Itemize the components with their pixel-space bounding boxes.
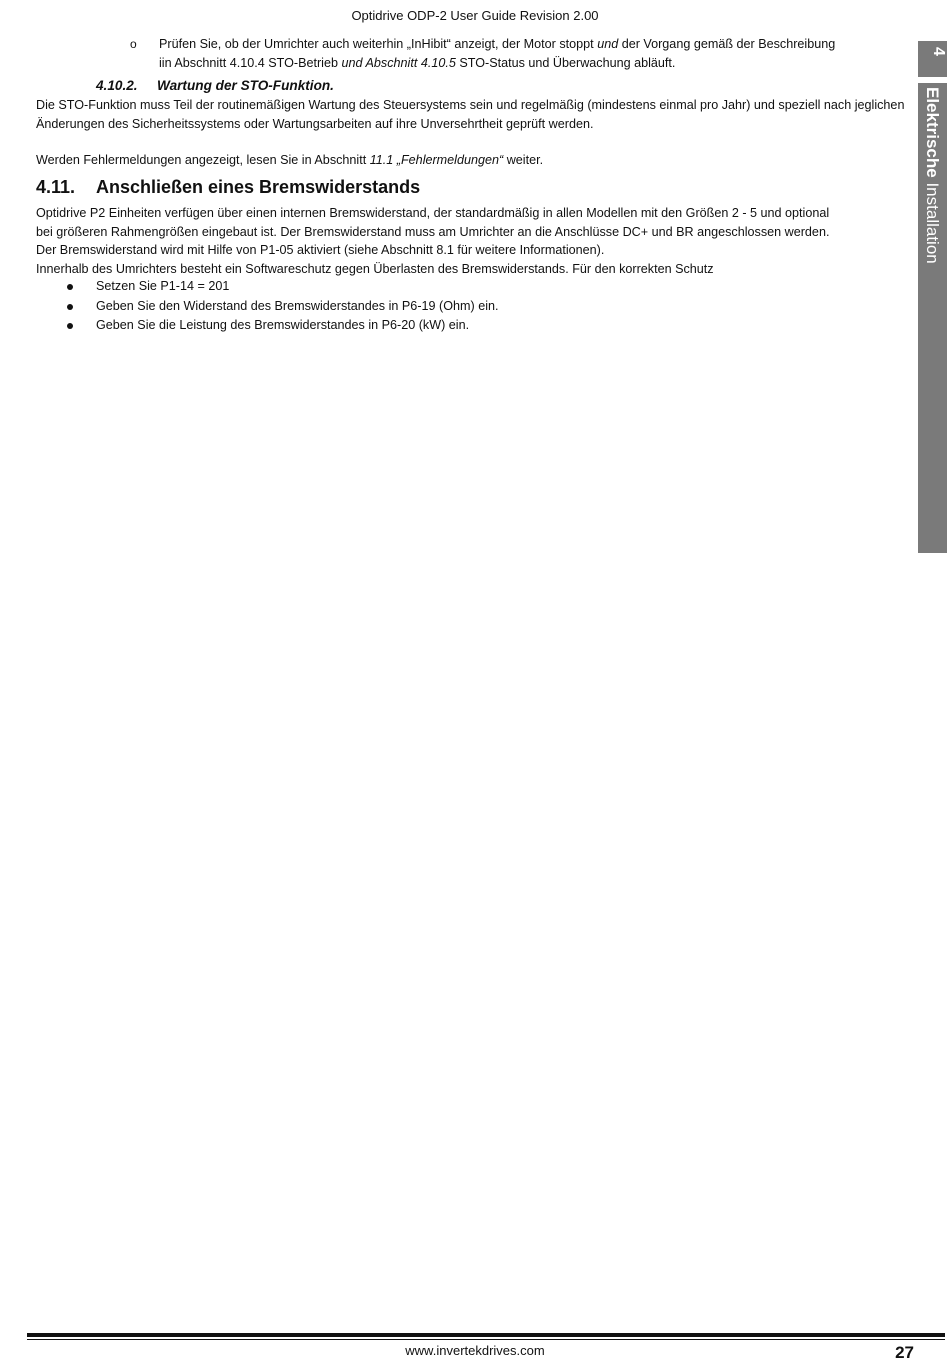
list-item-text: Setzen Sie P1-14 = 201 xyxy=(96,279,230,293)
tab-divider xyxy=(918,77,947,83)
hollow-bullet-icon: o xyxy=(130,37,137,51)
chapter-number: 4 xyxy=(930,47,947,56)
page-header: Optidrive ODP-2 User Guide Revision 2.00 xyxy=(351,8,599,23)
fault-reference-link: 11.1 „Fehlermeldungen“ xyxy=(369,153,504,167)
list-item-text: Geben Sie die Leistung des Bremswiderstandes in P6-20 (kW) ein. xyxy=(96,318,470,332)
footer-rule-thick xyxy=(27,1333,945,1337)
sub-bullet-line1-b: der Vorgang gemäß der Beschreibung xyxy=(618,37,836,51)
list-item xyxy=(36,277,896,297)
maintenance-paragraph: Die STO-Funktion muss Teil der routinemäßigen Wartung des Steuersystems sein und regelmäßig (mindestens einmal pro Jahr) und speziell nach jeglichen Änderungen des Sicherheitssystems oder Wartungsarbeiten auf ihre Unversehrtheit geprüft werden. xyxy=(36,98,905,131)
fault-text-b: weiter. xyxy=(503,153,544,167)
footer-url: www.invertekdrives.com xyxy=(405,1343,545,1358)
bullet-icon xyxy=(67,323,73,329)
paragraph-line: Innerhalb des Umrichters besteht ein Softwareschutz gegen Überlasten des Bremswiderstands. Für den korrekten Schutz xyxy=(36,261,714,276)
bullet-icon xyxy=(67,304,73,310)
chapter-title xyxy=(918,87,947,264)
bullet-icon xyxy=(67,284,73,290)
fault-message-paragraph xyxy=(36,151,910,170)
sub-bullet-line2-em: und Abschnitt 4.10.5 xyxy=(341,55,456,70)
sub-bullet-line2-b: STO-Status und Überwachung abläuft. xyxy=(455,55,676,70)
sub-bullet-item xyxy=(130,35,910,72)
footer-rule-thin xyxy=(27,1339,945,1340)
section-number: 4.10.2. xyxy=(96,78,138,93)
sub-bullet-text xyxy=(159,35,910,72)
paragraph-line: Der Bremswiderstand wird mit Hilfe von P1-05 aktiviert (siehe Abschnitt 8.1 für weitere Informationen). xyxy=(36,243,605,258)
sub-bullet-line1-a: Prüfen Sie, ob der Umrichter auch weiterhin „InHibit“ anzeigt, der Motor stoppt xyxy=(159,37,598,51)
chapter-title-rest: Installation xyxy=(923,177,942,264)
paragraph-line: Optidrive P2 Einheiten verfügen über einen internen Bremswiderstand, der standardmäßig in allen Modellen mit den Größen 2 - 5 und optional xyxy=(36,206,830,220)
brake-resistor-paragraph xyxy=(36,204,910,278)
sub-bullet-line2-a: iin Abschnitt 4.10.4 STO-Betrieb xyxy=(159,55,342,70)
section-number: 4.11. xyxy=(36,177,76,197)
list-item xyxy=(36,297,896,317)
section-title: Anschließen eines Bremswiderstands xyxy=(96,177,421,197)
chapter-side-tab xyxy=(918,41,947,553)
list-item xyxy=(36,316,896,336)
section-title: Wartung der STO-Funktion. xyxy=(157,78,334,93)
fault-text-a: Werden Fehlermeldungen angezeigt, lesen Sie in Abschnitt xyxy=(36,153,370,167)
section-heading-4-11 xyxy=(36,175,420,199)
chapter-title-bold: Elektrische xyxy=(923,87,942,178)
list-item-text: Geben Sie den Widerstand des Bremswiderstandes in P6-19 (Ohm) ein. xyxy=(96,298,499,313)
sub-bullet-line1-em: und xyxy=(597,37,619,51)
page-number: 27 xyxy=(895,1343,914,1362)
brake-settings-list xyxy=(36,277,896,336)
paragraph-line: bei größeren Rahmengrößen eingebaut ist. Der Bremswiderstand muss am Umrichter an die Anschlüsse DC+ und BR angeschlossen werden. xyxy=(36,224,830,239)
section-heading-4-10-2 xyxy=(96,77,334,96)
